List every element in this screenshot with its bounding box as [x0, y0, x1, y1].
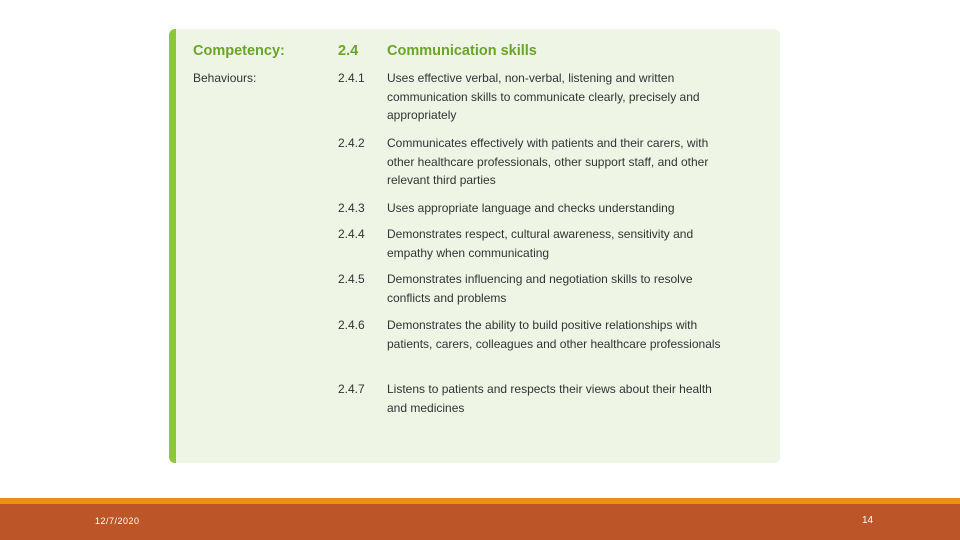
behaviour-text: Demonstrates the ability to build positive relationships with patients, carers, colleagues and other healthcare professionals: [387, 318, 721, 351]
behaviour-text: Communicates effectively with patients and their carers, with other healthcare professionals, other support staff, and other relevant third parties: [387, 136, 709, 187]
behaviour-text: Uses effective verbal, non-verbal, listening and written communication skills to communicate clearly, precisely and appropriately: [387, 71, 700, 122]
competency-number: 2.4: [338, 43, 359, 59]
behaviour-number: 2.4.7: [338, 382, 365, 396]
behaviour-text: Listens to patients and respects their views about their health and medicines: [387, 382, 712, 415]
footer-bar: [0, 504, 960, 540]
behaviour-text: Demonstrates respect, cultural awareness, sensitivity and empathy when communicating: [387, 227, 694, 260]
competency-header: [176, 43, 780, 63]
behaviour-text: Demonstrates influencing and negotiation skills to resolve conflicts and problems: [387, 272, 693, 305]
behaviour-number: 2.4.4: [338, 227, 365, 241]
competency-title: Communication skills: [387, 43, 537, 59]
competency-label: Competency:: [193, 43, 285, 59]
behaviour-number: 2.4.6: [338, 318, 365, 332]
behaviours-label: Behaviours:: [193, 71, 257, 85]
competency-card: [169, 29, 780, 463]
behaviour-number: 2.4.5: [338, 272, 365, 286]
behaviour-number: 2.4.1: [338, 71, 365, 85]
page-number: 14: [862, 515, 874, 526]
behaviour-number: 2.4.2: [338, 136, 365, 150]
behaviour-text: Uses appropriate language and checks understanding: [387, 201, 675, 215]
behaviour-number: 2.4.3: [338, 201, 365, 215]
footer-date: 12/7/2020: [95, 516, 140, 526]
